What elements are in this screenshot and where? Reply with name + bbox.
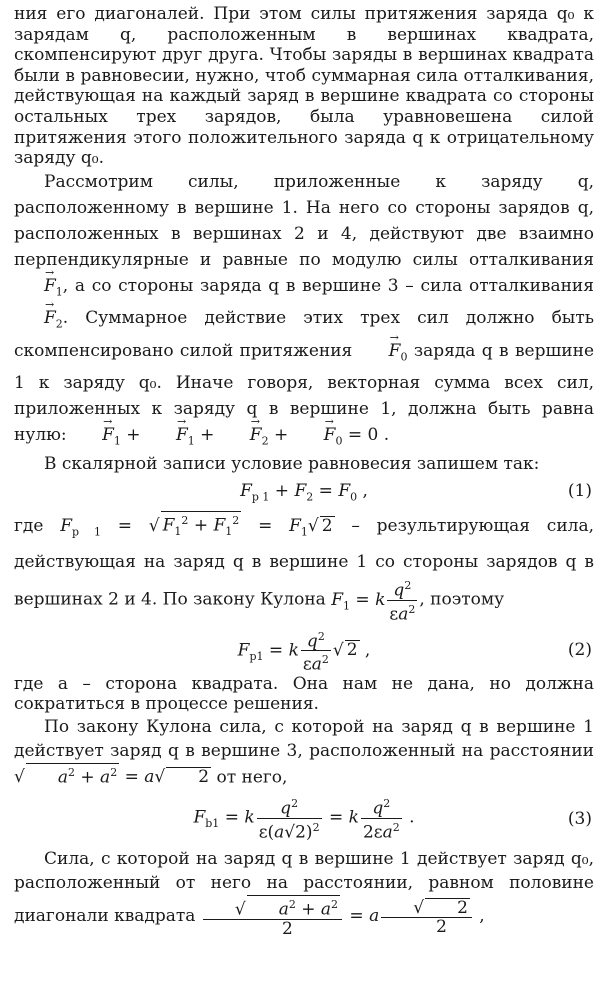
paragraph-1: ния его диагоналей. При этом силы притяжения заряда q₀ к зарядам q, расположенным в вершинах квадрата, скомпенсируют друг друга. Чтобы заряды в вершинах квадрата были в равновесии, нужно, чтоб суммарная сила отталкивания, действующая на каждый заряд в вершине квадрата со стороны остальных трех зарядов, была уравновешена силой притяжения этого положительного заряда q к отрицательному заряду q₀. [14, 4, 594, 169]
paragraph-4-text-a: где [14, 515, 44, 536]
equation-1-number: (1) [567, 480, 592, 501]
equation-3-number: (3) [567, 809, 592, 830]
vector-f0: → F [359, 338, 401, 364]
vector-sum-equation: → $F_1$ + → $F_1$ + → $F_2$ + → $F_0 = 0$ . [72, 425, 389, 445]
paragraph-2: Рассмотрим силы, приложенные к заряду q, расположенному в вершине 1. На него со стороны зарядов q, расположенных в вершинах 2 и 4, действуют две взаимно перпендикулярные и равные по модулю силы отталкивания → $F_1$, а со стороны заряда q в вершине 3 – сила отталкивания → $F_2$. Суммарное действие этих трех сил должно быть скомпенсировано силой притяжения → $F_0$ заряда q в вершине 1 к заряду q₀. Иначе говоря, векторная сумма всех сил, приложенных к заряду q в вершине 1, должна быть равна нулю: → $F_1$ + → $F_1$ + → $F_2$ + → $F_0 = 0$ . [14, 169, 594, 455]
paragraph-4 [14, 511, 594, 624]
paragraph-7-text-a: Сила, с которой на заряд q в вершине 1 действует заряд q₀, расположенный от него на расстоянии, равном половине диагонали квадрата [14, 849, 594, 927]
distance-formula: √ $a^2 + a^2 = a√$ 2 [14, 767, 211, 787]
paragraph-4-text-b: – результирующая сила, действующая на заряд q в вершине 1 со стороны зарядов q в вершинах 2 и 4. По закону Кулона [14, 515, 595, 610]
equation-1-body: $F_{p 1} + F_2 = F_0$ , [240, 480, 368, 504]
equation-2-body: $F_{p1} = k$ $\frac{q^2}{\varepsilon a^2}$ √ 2 , [237, 629, 371, 675]
paragraph-7 [14, 847, 594, 938]
paragraph-6-text-a: По закону Кулона сила, с которой на заряд q в вершине 1 действует заряд q в вершине 3, расположенный на расстоянии [14, 716, 594, 761]
equation-2-number: (2) [567, 639, 592, 660]
paragraph-2-text-d: заряда q в вершине 1 к заряду q₀. Иначе говоря, векторная сумма всех сил, приложенных к заряду q в вершине 1, должна быть равна нулю: [14, 340, 595, 445]
paragraph-4-text-c: , поэтому [419, 589, 505, 610]
paragraph-2-text-a: Рассмотрим силы, приложенные к заряду q, расположенному в вершине 1. На него со стороны зарядов q, расположенных в вершинах 2 и 4, действуют две взаимно перпендикулярные и равные по модулю силы отталкивания [14, 171, 594, 270]
paragraph-2-text-b: , а со стороны заряда q в вершине 3 – сила отталкивания [62, 275, 594, 296]
equation-1 [14, 475, 594, 511]
document-page [14, 4, 594, 938]
equation-2 [14, 624, 594, 674]
paragraph-6 [14, 715, 594, 790]
paragraph-5: где a – сторона квадрата. Она нам не дана, но должна сократиться в процессе решения. [14, 673, 594, 715]
vector-f1: → F [14, 273, 56, 299]
coulomb-law-formula: $F_1 = k$ $\frac{q^2}{\varepsilon a^2}$ [331, 579, 416, 625]
equation-3 [14, 789, 594, 847]
equation-3-body: $F_{b1} = k$ $\frac{q^2}{\varepsilon(a√2)^2}$ = k $\frac{q^2}{2\varepsilon a^2}$ . [193, 797, 415, 843]
vector-f2: → F [14, 305, 56, 331]
half-diagonal-formula: $\frac{√ a^2 + a^2}{2}$ = a $\frac{√ 2}{2}$ , [201, 906, 485, 926]
paragraph-3: В скалярной записи условие равновесия запишем так: [44, 454, 540, 475]
resultant-force-formula: $F_{p 1}$ = √ $F_1^2 + F_1^2 = F_1√$ 2 [60, 516, 334, 536]
paragraph-6-text-b: от него, [216, 767, 288, 788]
paragraph-2-text-c: . Суммарное действие этих трех сил должно быть скомпенсировано силой притяжения [14, 308, 594, 361]
